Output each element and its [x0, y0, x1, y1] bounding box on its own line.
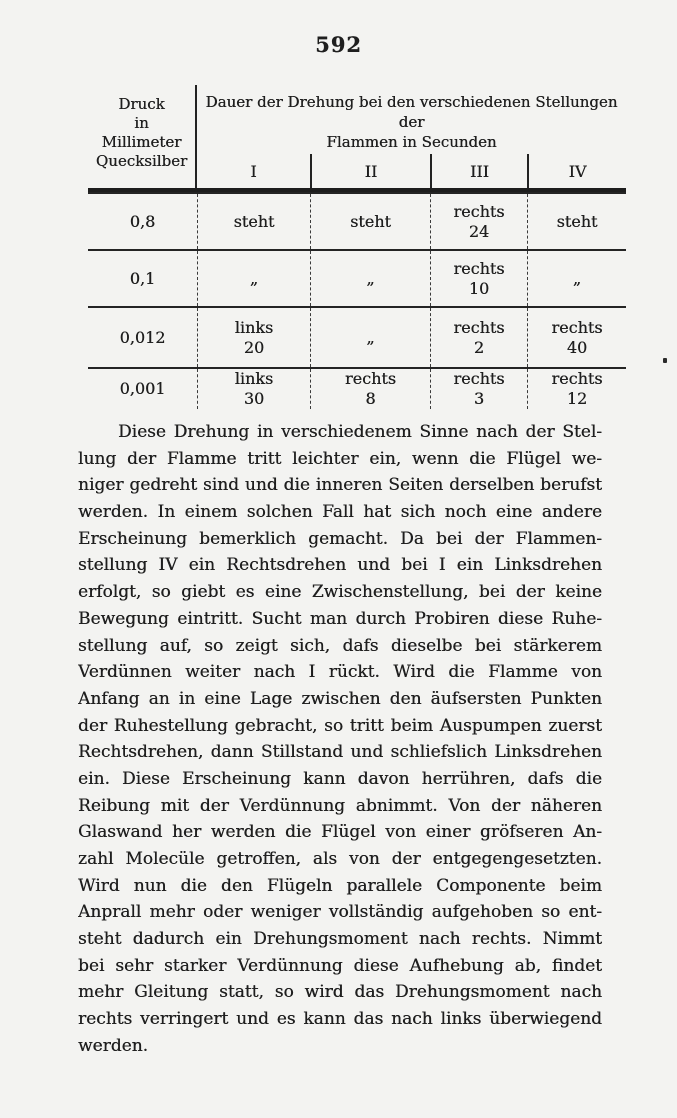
text-line: lung der Flamme tritt leichter ein, wenn die Flügel we-	[78, 448, 602, 469]
text-line: stellung auf, so zeigt sich, dafs dieselbe bei stärkerem	[78, 635, 602, 656]
text-line: werden. In einem solchen Fall hat sich noch eine andere	[78, 502, 602, 523]
table-cell: rechts 2	[430, 308, 527, 367]
text-line: Reibung mit der Verdünnung abnimmt. Von der näheren	[78, 795, 602, 816]
table-cell: „	[310, 251, 430, 306]
span-header-line1: Dauer der Drehung bei den verschiedenen Stellungen der	[205, 93, 618, 131]
table-cell: rechts 40	[527, 308, 626, 367]
table-row	[88, 249, 626, 306]
table-cell: links 30	[197, 369, 310, 409]
text-line: Anfang an in eine Lage zwischen den äufsersten Punkten	[78, 688, 602, 709]
rotation-duration-table	[88, 85, 626, 409]
table-cell: „	[310, 308, 430, 367]
pressure-column-header	[88, 85, 197, 188]
table-cell: rechts 10	[430, 251, 527, 306]
pressure-header-line: in	[134, 114, 149, 132]
text-line: mehr Gleitung statt, so wird das Drehungsmoment nach	[78, 982, 602, 1003]
text-line: rechts verringert und es kann das nach links überwiegend	[78, 1009, 602, 1030]
text-line: Glaswand her werden die Flügel von einer gröfseren An-	[78, 822, 602, 843]
text-line: Rechtsdrehen, dann Stillstand und schliefslich Linksdrehen	[78, 742, 602, 763]
pressure-header-line: Millimeter	[101, 133, 182, 151]
pressure-value: 0,001	[119, 379, 166, 398]
column-label-IV: IV	[527, 154, 626, 188]
text-line: Verdünnen weiter nach I rückt. Wird die Flamme von	[78, 662, 602, 683]
pressure-header-line: Druck	[118, 95, 165, 113]
span-header-line2: Flammen in Secunden	[326, 133, 497, 151]
pressure-value: 0,012	[119, 327, 166, 347]
column-label-I: I	[250, 161, 257, 181]
table-cell: steht	[197, 194, 310, 249]
table-cell: links 20	[197, 308, 310, 367]
page-number: 592	[315, 32, 362, 57]
ink-speck	[663, 358, 667, 363]
text-line: erfolgt, so giebt es eine Zwischenstellung, bei der keine	[78, 582, 602, 603]
column-label-II: II	[310, 154, 430, 188]
table-cell: rechts 8	[310, 369, 430, 409]
pressure-value: 0,1	[129, 268, 156, 288]
pressure-header-line: Quecksilber	[95, 152, 188, 170]
text-line: stellung IV ein Rechtsdrehen und bei I ein Linksdrehen	[78, 555, 602, 576]
table-cell: „	[197, 251, 310, 306]
table-cell: „	[527, 251, 626, 306]
pressure-value: 0,8	[129, 211, 156, 231]
body-paragraph	[78, 419, 602, 1060]
text-line: ein. Diese Erscheinung kann davon herrühren, dafs die	[78, 768, 602, 789]
table-cell: steht	[527, 194, 626, 249]
column-labels-row	[197, 154, 626, 188]
text-line: Anprall mehr oder weniger vollständig aufgehoben so ent-	[78, 902, 602, 923]
table-header	[88, 85, 626, 192]
table-cell: rechts 3	[430, 369, 527, 409]
text-line: Wird nun die den Flügeln parallele Componente beim	[78, 875, 602, 896]
duration-header-group	[197, 85, 626, 188]
column-label-III: III	[430, 154, 527, 188]
table-row	[88, 367, 626, 409]
table-cell: steht	[310, 194, 430, 249]
text-line: Diese Drehung in verschiedenem Sinne nach der Stel-	[118, 422, 602, 442]
span-header	[197, 85, 626, 154]
text-line: niger gedreht sind und die inneren Seiten derselben berufst	[78, 475, 602, 496]
text-line: Erscheinung bemerklich gemacht. Da bei der Flammen-	[78, 528, 602, 549]
text-line: bei sehr starker Verdünnung diese Aufhebung ab, findet	[78, 955, 602, 976]
text-line: werden.	[78, 1035, 149, 1056]
table-cell: rechts 24	[430, 194, 527, 249]
table-row	[88, 306, 626, 367]
text-line: steht dadurch ein Drehungsmoment nach rechts. Nimmt	[78, 929, 602, 950]
text-line: zahl Molecüle getroffen, als von der entgegengesetzten.	[78, 849, 602, 869]
text-line: Bewegung eintritt. Sucht man durch Probiren diese Ruhe-	[78, 608, 602, 629]
table-cell: rechts 12	[527, 369, 626, 409]
text-line: der Ruhestellung gebracht, so tritt beim Auspumpen zuerst	[78, 715, 602, 736]
table-row	[88, 192, 626, 249]
